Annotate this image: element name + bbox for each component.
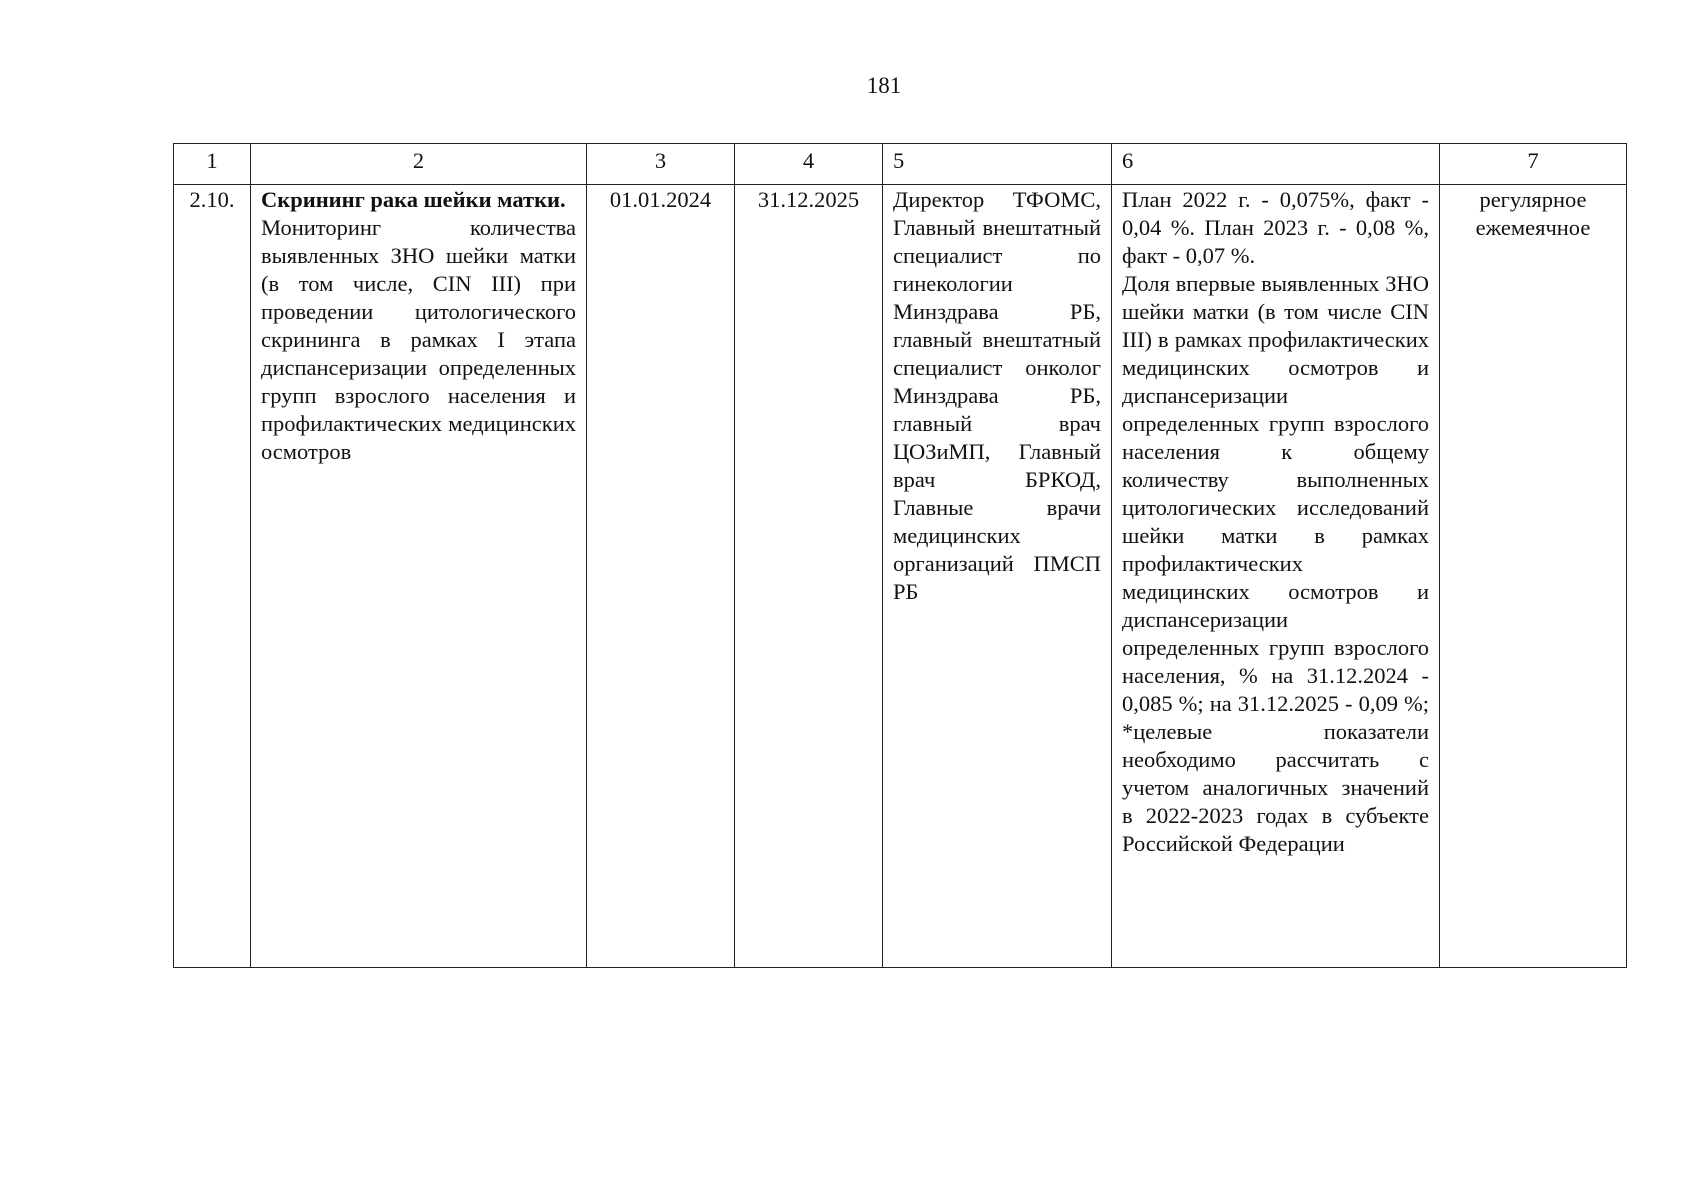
column-header-5: 5 bbox=[883, 144, 1112, 185]
measures-table bbox=[173, 143, 1627, 968]
column-header-1: 1 bbox=[174, 144, 251, 185]
column-header-7: 7 bbox=[1440, 144, 1627, 185]
column-header-2: 2 bbox=[251, 144, 587, 185]
table-header-row bbox=[174, 144, 1627, 185]
measure-description: Мониторинг количества выявленных ЗНО шейки матки (в том числе, CIN III) при проведении цитологического скрининга в рамках I этапа диспансеризации определенных групп взрослого населения и профилактических медицинских осмотров bbox=[261, 215, 576, 464]
page-number: 181 bbox=[866, 73, 902, 98]
row-number-cell: 2.10. bbox=[174, 185, 251, 968]
measure-title: Скрининг рака шейки матки. bbox=[261, 187, 566, 212]
table-row bbox=[174, 185, 1627, 968]
responsible-cell: Директор ТФОМС, Главный внештатный специалист по гинекологии Минздрава РБ, главный внештатный специалист онколог Минздрава РБ, главный врач ЦОЗиМП, Главный врач БРКОД, Главные врачи медицинских организаций ПМСП РБ bbox=[883, 185, 1112, 968]
indicator-text: Доля впервые выявленных ЗНО шейки матки (в том числе CIN III) в рамках профилактических медицинских осмотров и диспансеризации определенных групп взрослого населения к общему количеству выполненных цитологических исследований шейки матки в рамках профилактических медицинских осмотров и диспансеризации определенных групп взрослого населения, % на 31.12.2024 - 0,085 %; на 31.12.2025 - 0,09 %; *целевые показатели необходимо рассчитать с учетом аналогичных значений в 2022-2023 годах в субъекте Российской Федерации bbox=[1122, 271, 1429, 856]
column-header-6: 6 bbox=[1112, 144, 1440, 185]
end-date-cell: 31.12.2025 bbox=[735, 185, 883, 968]
column-header-3: 3 bbox=[587, 144, 735, 185]
frequency-cell: регулярное ежемеячное bbox=[1440, 185, 1627, 968]
measure-cell bbox=[251, 185, 587, 968]
indicator-cell bbox=[1112, 185, 1440, 968]
column-header-4: 4 bbox=[735, 144, 883, 185]
start-date-cell: 01.01.2024 bbox=[587, 185, 735, 968]
indicator-plan: План 2022 г. - 0,075%, факт - 0,04 %. План 2023 г. - 0,08 %, факт - 0,07 %. bbox=[1122, 187, 1429, 268]
